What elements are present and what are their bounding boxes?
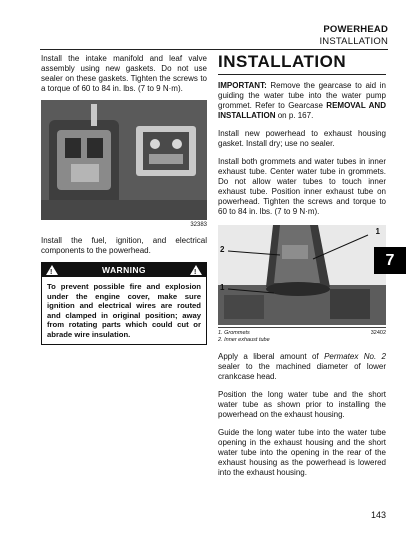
important-reference: REMOVAL AND INSTALLATION: [218, 101, 386, 120]
guide-instructions: Guide the long water tube into the water tube opening in the exhaust housing and the short water tube into the opening in the rear of the exhaust housing as the powerhead is lowered into the exhaust housing.: [218, 428, 386, 477]
sealer-post: sealer to the machined diameter of lower crankcase head.: [218, 362, 386, 381]
important-label: IMPORTANT:: [218, 81, 267, 90]
section-heading: INSTALLATION: [218, 52, 347, 71]
warning-header: [42, 263, 206, 277]
powerhead-photo: [41, 100, 207, 220]
sealer-product: Permatex No. 2: [324, 352, 386, 361]
position-instructions: Position the long water tube and the short water tube as shown prior to installing the powerhead on the exhaust housing.: [218, 390, 386, 419]
header-title: POWERHEAD: [323, 24, 388, 35]
fuel-instructions: Install the fuel, ignition, and electrical components to the powerhead.: [41, 236, 207, 255]
header-rule: [40, 49, 388, 50]
sealer-instructions: [218, 352, 386, 382]
warning-triangle-icon: !: [190, 265, 202, 275]
important-tail: on p. 167.: [275, 111, 314, 120]
callout-grommets-bottom: 1: [220, 283, 225, 292]
grommet-instructions: Install both grommets and water tubes in inner exhaust tube. Center water tube in grommets. Do not allow water tubes to touch inner exhaust tube. Position inner exhaust tube on powerhead. Tighten the screws and torque to 60 to 84 in. lbs. (7 to 9 N·m).: [218, 157, 386, 216]
warning-triangle-icon: !: [46, 265, 58, 275]
left-column: [41, 54, 207, 345]
important-text: Remove the gearcase to aid in guiding the water tube into the water pump grommet. Refer to Gearcase: [218, 81, 386, 110]
photo-number: 32383: [190, 222, 207, 228]
callout-grommets-top: 1: [375, 227, 380, 236]
right-column: [218, 52, 386, 478]
sealer-pre: Apply a liberal amount of: [218, 352, 325, 361]
legend-item: 2. Inner exhaust tube: [218, 337, 270, 343]
figure-number: 32402: [370, 330, 386, 336]
header-subtitle: INSTALLATION: [319, 36, 388, 47]
exhaust-tube-diagram: [218, 225, 386, 325]
callout-inner-exhaust-tube: 2: [220, 245, 225, 254]
section-tab: 7: [374, 247, 406, 274]
gasket-instructions: Install new powerhead to exhaust housing gasket. Install dry; use no sealer.: [218, 129, 386, 148]
warning-label: WARNING: [102, 265, 146, 275]
legend-item: 1. Grommets: [218, 330, 250, 336]
page-number: 143: [370, 510, 386, 520]
heading-rule: [218, 74, 386, 75]
warning-text: To prevent possible fire and explosion under the engine cover, make sure ignition and electrical wires are routed and clamped in original position; away from rotating parts which could cut or abrade wire insulation.: [47, 282, 201, 339]
figure-legend: [218, 330, 386, 344]
warning-box: [41, 262, 207, 345]
intake-instructions: Install the intake manifold and leaf valve assembly using new gaskets. Do not use sealer on these gaskets. Tighten the screws to a torque of 60 to 84 in. lbs. (7 to 9 N·m).: [41, 54, 207, 93]
important-note: [218, 81, 386, 121]
figure-rule: [218, 327, 386, 328]
